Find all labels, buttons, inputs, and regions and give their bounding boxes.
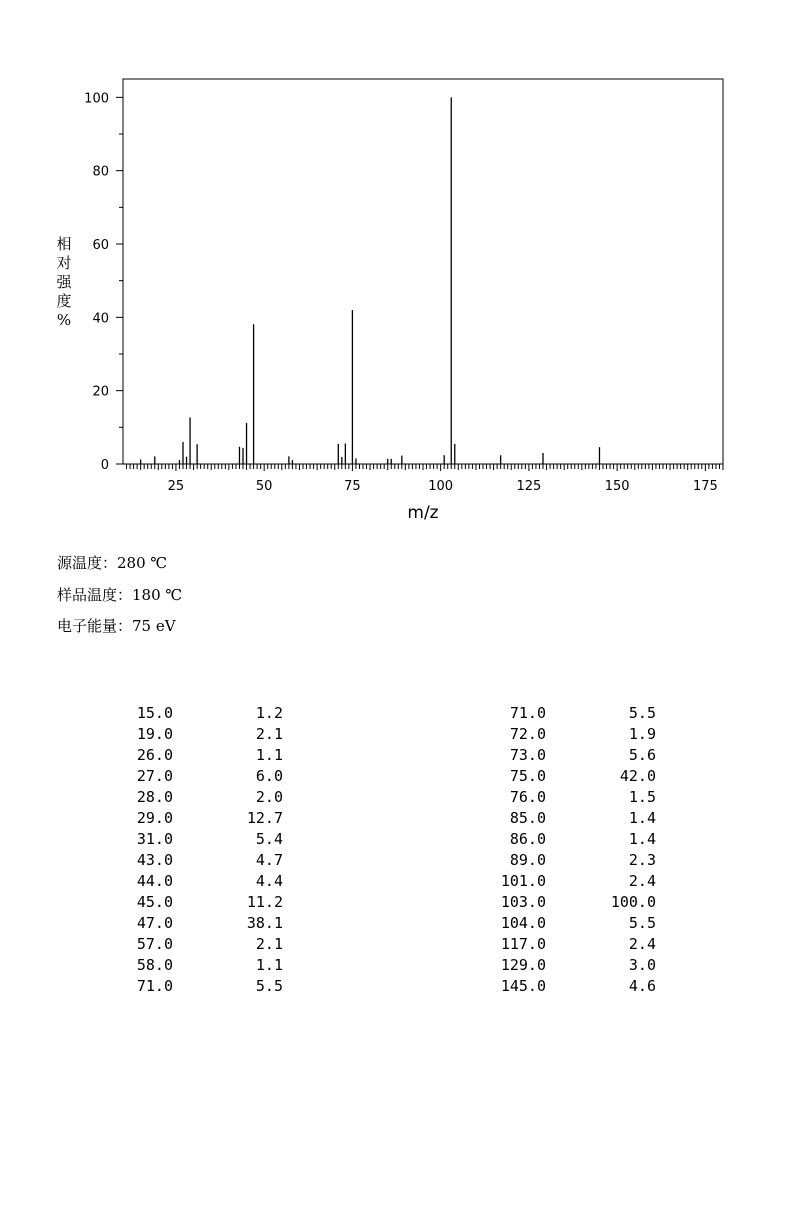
x-tick-label: 150 xyxy=(604,479,630,494)
peak-intensity: 4.6 xyxy=(628,977,656,995)
peak-mz: 28.0 xyxy=(136,788,173,806)
peak-intensity: 2.0 xyxy=(255,788,283,806)
peak-mz: 19.0 xyxy=(136,725,173,743)
peak-mz: 75.0 xyxy=(509,767,546,785)
x-tick-label: 125 xyxy=(516,479,542,494)
peak-mz: 31.0 xyxy=(136,830,173,848)
peak-mz: 71.0 xyxy=(509,704,546,722)
source-temperature: 源温度：280 ℃ xyxy=(57,554,168,572)
x-axis xyxy=(127,464,723,494)
peak-mz: 101.0 xyxy=(500,872,546,890)
peak-mz: 45.0 xyxy=(136,893,173,911)
peak-intensity: 2.1 xyxy=(255,725,283,743)
x-tick-label: 75 xyxy=(344,479,361,494)
y-axis-label-char: 相 xyxy=(56,235,72,253)
peak-mz: 26.0 xyxy=(136,746,173,764)
peak-intensity: 1.2 xyxy=(255,704,283,722)
peak-mz: 89.0 xyxy=(509,851,546,869)
y-axis-label-char: % xyxy=(56,311,72,329)
y-axis-label-char: 强 xyxy=(56,273,72,291)
peak-mz: 103.0 xyxy=(500,893,546,911)
y-tick-label: 0 xyxy=(100,458,109,473)
y-axis-label-char: 对 xyxy=(56,254,72,272)
peak-mz: 72.0 xyxy=(509,725,546,743)
peak-intensity: 1.5 xyxy=(628,788,656,806)
peak-mz: 104.0 xyxy=(500,914,546,932)
peak-mz: 86.0 xyxy=(509,830,546,848)
peak-intensity: 1.4 xyxy=(628,830,656,848)
peak-intensity: 12.7 xyxy=(246,809,283,827)
peak-mz: 145.0 xyxy=(500,977,546,995)
peak-intensity: 100.0 xyxy=(610,893,656,911)
x-tick-label: 50 xyxy=(255,479,273,494)
peak-mz: 43.0 xyxy=(136,851,173,869)
peak-mz: 58.0 xyxy=(136,956,173,974)
peak-intensity: 1.9 xyxy=(628,725,656,743)
peak-mz: 129.0 xyxy=(500,956,546,974)
peak-intensity: 11.2 xyxy=(246,893,283,911)
peak-intensity: 1.1 xyxy=(255,746,283,764)
peak-mz: 29.0 xyxy=(136,809,173,827)
peak-intensity: 4.7 xyxy=(255,851,283,869)
peak-intensity: 1.1 xyxy=(255,956,283,974)
peak-mz: 117.0 xyxy=(500,935,546,953)
peak-bars xyxy=(141,97,600,464)
x-tick-label: 100 xyxy=(428,479,454,494)
x-tick-label: 175 xyxy=(692,479,718,494)
peak-intensity: 42.0 xyxy=(619,767,656,785)
x-tick-label: 25 xyxy=(167,479,185,494)
peak-intensity: 1.4 xyxy=(628,809,656,827)
y-axis-label xyxy=(56,235,72,329)
sample-temperature: 样品温度：180 ℃ xyxy=(57,586,183,604)
y-axis xyxy=(84,91,123,473)
peak-mz: 47.0 xyxy=(136,914,173,932)
peak-mz: 27.0 xyxy=(136,767,173,785)
peak-intensity: 2.4 xyxy=(628,872,656,890)
peak-mz: 71.0 xyxy=(136,977,173,995)
peak-intensity: 5.4 xyxy=(255,830,283,848)
peak-intensity: 3.0 xyxy=(628,956,656,974)
y-tick-label: 40 xyxy=(92,311,109,327)
peak-intensity: 5.5 xyxy=(628,704,656,722)
peak-intensity: 5.5 xyxy=(255,977,283,995)
peak-mz: 76.0 xyxy=(509,788,546,806)
electron-energy: 电子能量：75 eV xyxy=(57,617,176,635)
peak-intensity: 38.1 xyxy=(246,914,283,932)
peak-intensity: 5.6 xyxy=(628,746,656,764)
peak-intensity: 2.1 xyxy=(255,935,283,953)
peak-mz: 44.0 xyxy=(136,872,173,890)
y-axis-label-char: 度 xyxy=(56,292,72,310)
peak-intensity: 6.0 xyxy=(255,767,283,785)
plot-frame xyxy=(123,79,723,464)
peak-mz: 73.0 xyxy=(509,746,546,764)
peak-intensity: 4.4 xyxy=(255,872,283,890)
peak-intensity: 2.3 xyxy=(628,851,656,869)
y-tick-label: 80 xyxy=(92,164,109,180)
peak-mz: 85.0 xyxy=(509,809,546,827)
y-tick-label: 100 xyxy=(84,91,109,107)
mass-spectrum-chart xyxy=(0,0,794,540)
x-axis-label: m/z xyxy=(407,503,439,523)
y-tick-label: 60 xyxy=(92,238,109,253)
peak-mz: 57.0 xyxy=(136,935,173,953)
peak-mz: 15.0 xyxy=(136,704,173,722)
y-tick-label: 20 xyxy=(92,384,109,400)
peak-intensity: 2.4 xyxy=(628,935,656,953)
peak-intensity: 5.5 xyxy=(628,914,656,932)
